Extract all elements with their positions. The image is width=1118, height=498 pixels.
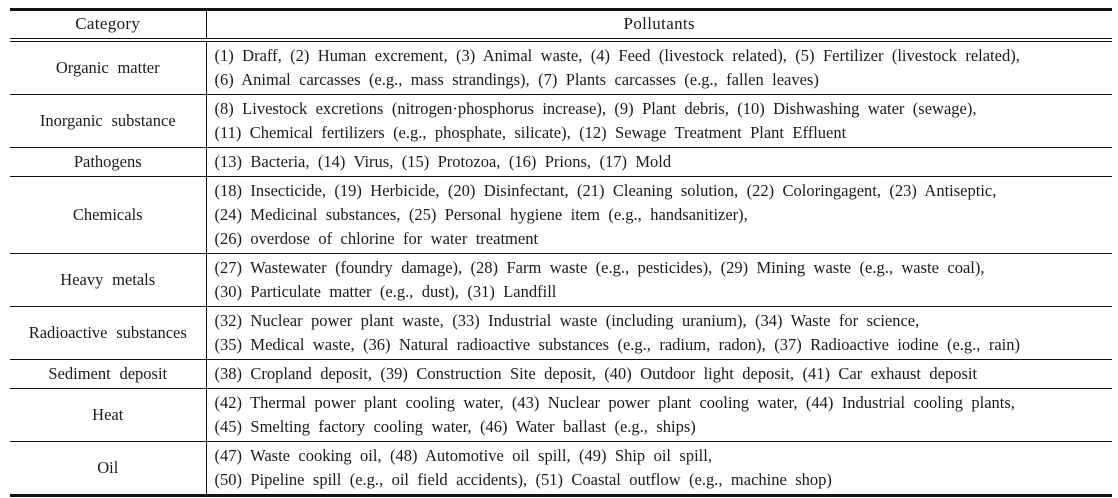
table-row-organic-matter — [10, 40, 1112, 95]
pollutants-line: (1) Draff, (2) Human excrement, (3) Animal waste, (4) Feed (livestock related), (5) Fertilizer (livestock related), — [214, 45, 1020, 65]
category-cell: Sediment deposit — [10, 359, 206, 388]
pollutants-table — [10, 8, 1112, 497]
table-row-oil — [10, 441, 1112, 495]
pollutants-line: (24) Medicinal substances, (25) Personal hygiene item (e.g., handsanitizer), — [214, 204, 748, 224]
category-cell: Oil — [10, 441, 206, 495]
pollutants-line: (38) Cropland deposit, (39) Construction Site deposit, (40) Outdoor light deposit, (41) Car exhaust deposit — [214, 363, 978, 383]
pollutants-line: (26) overdose of chlorine for water treatment — [214, 228, 539, 248]
pollutants-cell — [206, 388, 1112, 441]
pollutants-cell — [206, 176, 1112, 253]
pollutants-line: (8) Livestock excretions (nitrogen·phosphorus increase), (9) Plant debris, (10) Dishwashing water (sewage), — [214, 98, 977, 118]
pollutants-cell — [206, 94, 1112, 147]
category-cell: Heat — [10, 388, 206, 441]
table-row-pathogens — [10, 147, 1112, 176]
table-row-heat — [10, 388, 1112, 441]
pollutants-cell — [206, 253, 1112, 306]
pollutants-line: (32) Nuclear power plant waste, (33) Industrial waste (including uranium), (34) Waste for science, — [214, 310, 920, 330]
pollutants-line: (50) Pipeline spill (e.g., oil field accidents), (51) Coastal outflow (e.g., machine shop) — [214, 469, 832, 489]
pollutants-line: (18) Insecticide, (19) Herbicide, (20) Disinfectant, (21) Cleaning solution, (22) Coloringagent, (23) Antiseptic, — [214, 180, 997, 200]
category-cell: Radioactive substances — [10, 306, 206, 359]
pollutants-line: (6) Animal carcasses (e.g., mass strandings), (7) Plants carcasses (e.g., fallen leaves) — [214, 69, 819, 89]
pollutants-cell — [206, 147, 1112, 176]
category-cell: Pathogens — [10, 147, 206, 176]
pollutants-cell — [206, 40, 1112, 95]
category-cell: Inorganic substance — [10, 94, 206, 147]
header-row — [10, 10, 1112, 40]
table-row-inorganic-substance — [10, 94, 1112, 147]
pollutants-line: (35) Medical waste, (36) Natural radioactive substances (e.g., radium, radon), (37) Radioactive iodine (e.g., rain) — [214, 334, 1020, 354]
pollutants-cell — [206, 359, 1112, 388]
category-cell: Organic matter — [10, 40, 206, 95]
pollutants-line: (47) Waste cooking oil, (48) Automotive oil spill, (49) Ship oil spill, — [214, 445, 712, 465]
table-row-chemicals — [10, 176, 1112, 253]
table-row-sediment-deposit — [10, 359, 1112, 388]
table-row-heavy-metals — [10, 253, 1112, 306]
pollutants-line: (45) Smelting factory cooling water, (46) Water ballast (e.g., ships) — [214, 416, 696, 436]
pollutants-line: (13) Bacteria, (14) Virus, (15) Protozoa, (16) Prions, (17) Mold — [214, 151, 672, 171]
pollutants-cell — [206, 306, 1112, 359]
table-row-radioactive-substances — [10, 306, 1112, 359]
column-header-category: Category — [10, 10, 206, 40]
pollutants-line: (30) Particulate matter (e.g., dust), (31) Landfill — [214, 281, 557, 301]
category-cell: Chemicals — [10, 176, 206, 253]
category-cell: Heavy metals — [10, 253, 206, 306]
pollutants-cell — [206, 441, 1112, 495]
pollutants-line: (11) Chemical fertilizers (e.g., phosphate, silicate), (12) Sewage Treatment Plant Effluent — [214, 122, 847, 142]
pollutants-line: (27) Wastewater (foundry damage), (28) Farm waste (e.g., pesticides), (29) Mining waste (e.g., waste coal), — [214, 257, 985, 277]
pollutants-line: (42) Thermal power plant cooling water, (43) Nuclear power plant cooling water, (44) Industrial cooling plants, — [214, 392, 1015, 412]
column-header-pollutants: Pollutants — [206, 10, 1112, 40]
